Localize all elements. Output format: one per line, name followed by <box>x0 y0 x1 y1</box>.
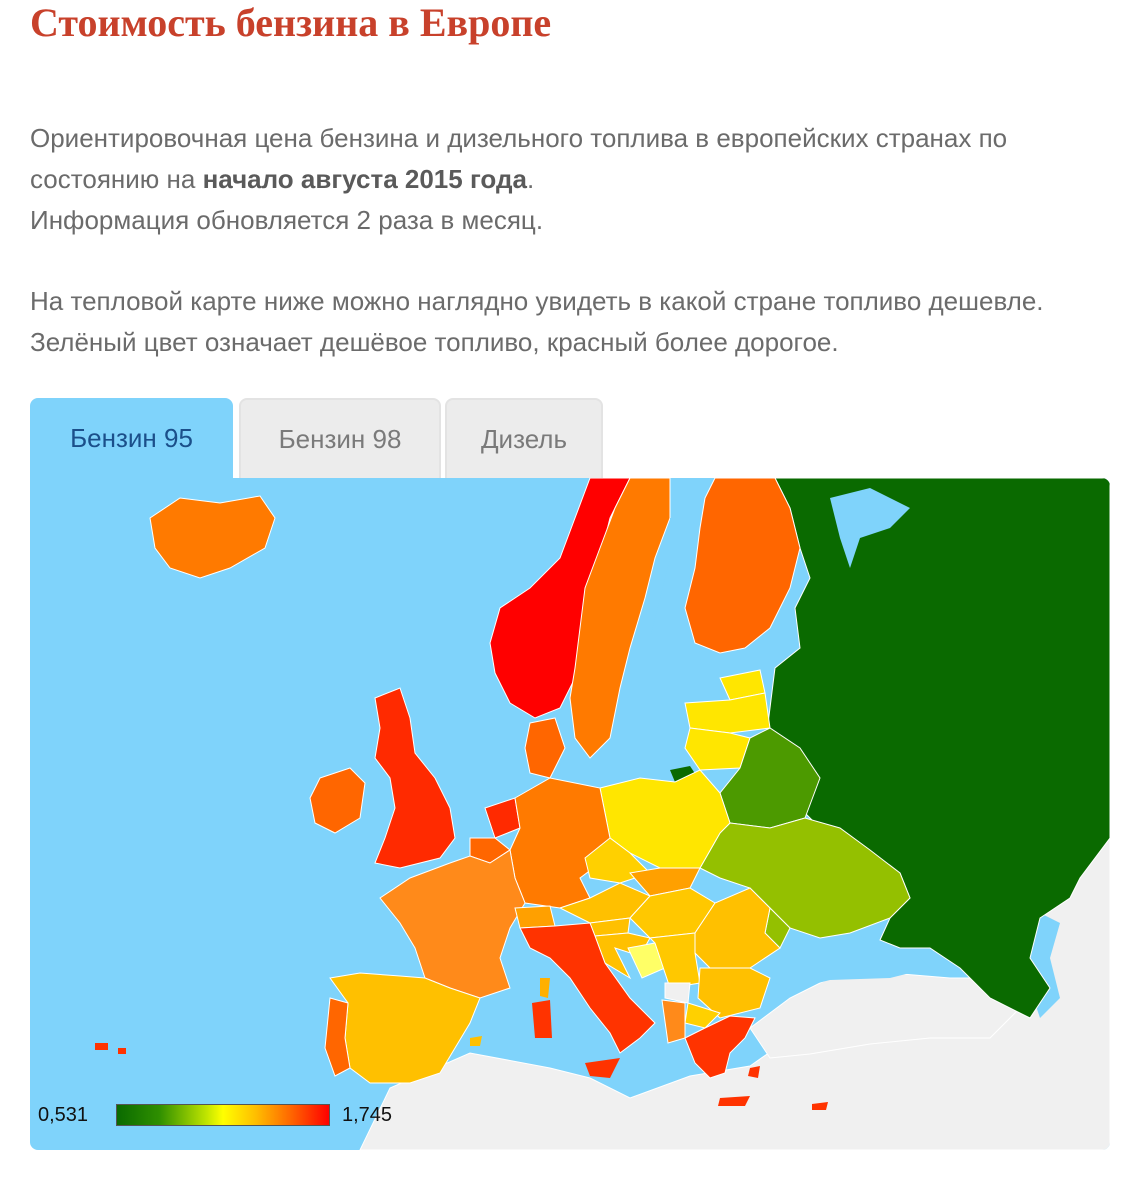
heatmap-note: На тепловой карте ниже можно наглядно увидеть в какой стране топливо дешевле. Зелёный цвет означает дешёвое топливо, красный более дорогое. <box>30 286 1044 357</box>
country-netherlands <box>485 798 520 838</box>
heatmap-panel <box>30 478 1110 1150</box>
region-no-data-balkans <box>665 983 690 1003</box>
country-united-kingdom <box>375 688 455 868</box>
tab-petrol-98[interactable]: Бензин 98 <box>239 398 441 478</box>
legend-min-value: 0,531 <box>38 1104 89 1126</box>
page-title: Стоимость бензина в Европе <box>30 0 552 45</box>
legend-max-value: 1,745 <box>342 1104 393 1126</box>
update-note: Информация обновляется 2 раза в месяц. <box>30 205 544 235</box>
intro-period: . <box>526 164 535 194</box>
country-corsica <box>540 978 550 998</box>
intro-text: Ориентировочная цена бензина и дизельного топлива в европейских странах по состоянию на <box>30 123 1008 194</box>
country-sardinia <box>532 1000 552 1038</box>
region-balearic-islands <box>470 1036 482 1046</box>
country-sicily <box>585 1058 620 1078</box>
region-canary-islands <box>95 1043 126 1054</box>
country-iceland <box>150 496 275 578</box>
country-germany <box>510 778 610 908</box>
europe-map <box>30 478 1110 1150</box>
country-ireland <box>310 768 365 833</box>
country-albania <box>662 1000 685 1043</box>
country-latvia <box>685 693 770 733</box>
tab-diesel[interactable]: Дизель <box>445 398 603 478</box>
country-switzerland <box>515 906 555 928</box>
legend-gradient-bar <box>116 1104 330 1126</box>
country-denmark <box>525 718 565 778</box>
tab-petrol-95[interactable]: Бензин 95 <box>30 398 233 478</box>
intro-paragraph <box>30 118 1120 241</box>
country-lithuania <box>685 728 750 770</box>
country-finland <box>685 478 800 653</box>
intro-date: начало августа 2015 года <box>202 164 527 194</box>
